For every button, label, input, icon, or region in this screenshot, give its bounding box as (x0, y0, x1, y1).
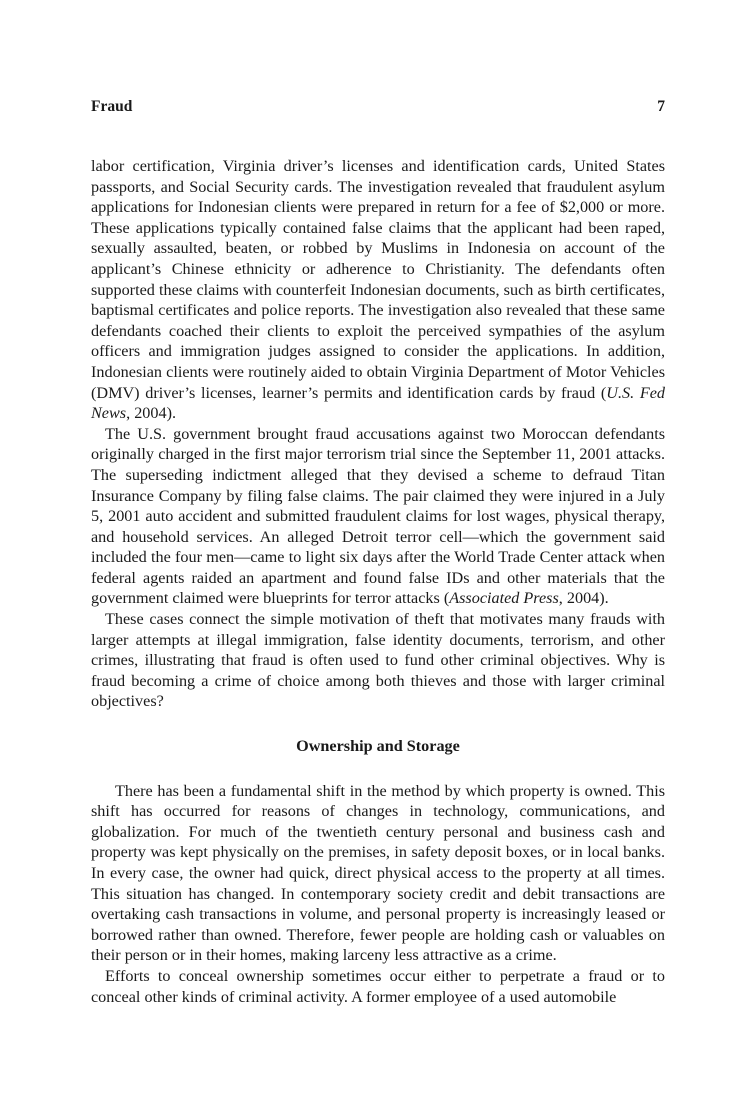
paragraph-conceal-ownership (91, 966, 665, 1007)
body-text (91, 156, 665, 1007)
paragraph-text: These cases connect the simple motivation of theft that motivates many frauds with larger attempts at illegal immigration, false identity documents, terrorism, and other crimes, illustrating that fraud is often used to fund other criminal objectives. Why is fraud becoming a crime of choice among both thieves and those with larger criminal objectives? (91, 610, 665, 711)
paragraph-ownership-shift (91, 781, 665, 966)
paragraph-cases-connect (91, 609, 665, 712)
book-page (91, 96, 665, 1007)
section-heading: Ownership and Storage (296, 737, 460, 756)
paragraph-text: The U.S. government brought fraud accusations against two Moroccan defendants originally charged in the first major terrorism trial since the September 11, 2001 attacks. The superseding indictment alleged that they devised a scheme to defraud Titan Insurance Company by filing false claims. The pair claimed they were injured in a July 5, 2001 auto accident and submitted fraudulent claims for lost wages, physical therapy, and household services. An alleged Detroit terror cell—which the government said included the four men—came to light six days after the World Trade Center attack when federal agents raided an apartment and found false IDs and other materials that the government claimed were blueprints for terror attacks ( (91, 424, 665, 608)
running-title: Fraud (91, 98, 133, 115)
citation-source: Associated Press (449, 589, 559, 608)
paragraph-continued-asylum-fraud (91, 156, 665, 424)
paragraph-text: There has been a fundamental shift in the method by which property is owned. This shift has occurred for reasons of changes in technology, communications, and globalization. For much of the twentieth century personal and business cash and property was kept physically on the premises, in safety deposit boxes, or in local banks. In every case, the owner had quick, direct physical access to the property at all times. This situation has changed. In contemporary society credit and debit transactions are overtaking cash transactions in volume, and personal property is increasingly leased or borrowed rather than owned. Therefore, fewer people are holding cash or valuables on their person or in their homes, making larceny less attractive as a crime. (91, 781, 665, 965)
citation-source: U.S. Fed News (91, 383, 665, 423)
paragraph-moroccan-defendants (91, 424, 665, 609)
citation-year: , 2004). (558, 589, 609, 608)
paragraph-text: labor certification, Virginia driver’s licenses and identification cards, United States passports, and Social Security cards. The investigation revealed that fraudulent asylum applications for Indonesian clients were prepared in return for a fee of $2,000 or more. These applications typically contained false claims that the applicant had been raped, sexually assaulted, beaten, or robbed by Muslims in Indonesia on account of the applicant’s Chinese ethnicity or adherence to Christianity. The defendants often supported these claims with counterfeit Indonesian documents, such as birth certificates, baptismal certificates and police reports. The investigation also revealed that these same defendants coached their clients to exploit the perceived sympathies of the asylum officers and immigration judges assigned to consider the applications. In addition, Indonesian clients were routinely aided to obtain Virginia Department of Motor Vehicles (DMV) driver’s licenses, learner’s permits and identification cards by fraud ( (91, 157, 665, 402)
paragraph-text: Efforts to conceal ownership sometimes occur either to perpetrate a fraud or to conceal other kinds of criminal activity. A former employee of a used automobile (91, 966, 665, 1006)
running-head (91, 96, 665, 118)
page-number: 7 (657, 98, 665, 115)
citation-year: , 2004). (126, 404, 176, 423)
